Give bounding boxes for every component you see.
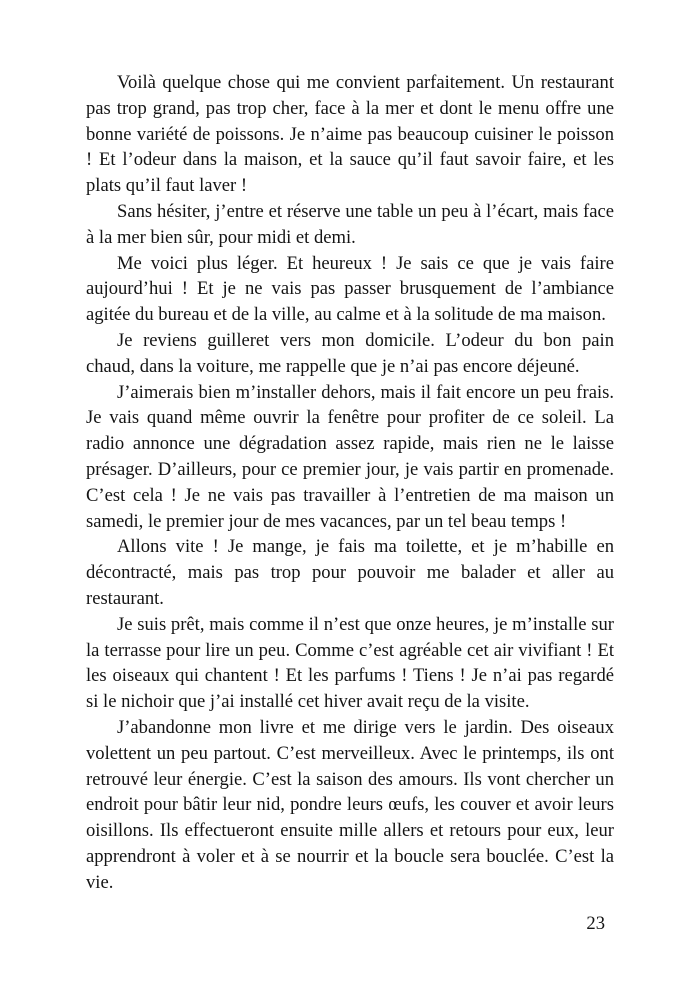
paragraph-8: J’abandonne mon livre et me dirige vers le jardin. Des oiseaux volettent un peu partout. C’est merveilleux. Avec le printemps, ils ont retrouvé leur énergie. C’est la saison des amours. Ils vont chercher un endroit pour bâtir leur nid, pondre leurs œufs, les couver et avoir leurs oisillons. Ils effectueront ensuite mille allers et retours pour eux, leur apprendront à voler et à se nourrir et la boucle sera bouclée. C’est la vie. <box>86 716 614 893</box>
paragraph-1: Voilà quelque chose qui me convient parfaitement. Un restaurant pas trop grand, pas trop cher, face à la mer et dont le menu offre une bonne variété de poissons. Je n’aime pas beaucoup cuisiner le poisson ! Et l’odeur dans la maison, et la sauce qu’il faut savoir faire, et les plats qu’il faut laver ! <box>86 72 614 197</box>
paragraph-3: Me voici plus léger. Et heureux ! Je sais ce que je vais faire aujourd’hui ! Et je ne vais pas passer brusquement de l’ambiance agitée du bureau et de la ville, au calme et à la solitude de ma maison. <box>86 252 614 326</box>
paragraph-4: Je reviens guilleret vers mon domicile. L’odeur du bon pain chaud, dans la voiture, me rappelle que je n’ai pas encore déjeuné. <box>86 329 614 377</box>
paragraph-5: J’aimerais bien m’installer dehors, mais il fait encore un peu frais. Je vais quand même ouvrir la fenêtre pour profiter de ce soleil. La radio annonce une dégradation assez rapide, mais rien ne le laisse présager. D’ailleurs, pour ce premier jour, je vais partir en promenade. C’est cela ! Je ne vais pas travailler à l’entretien de ma maison un samedi, le premier jour de mes vacances, par un tel beau temps ! <box>86 381 614 532</box>
page-body <box>86 70 614 896</box>
page-number: 23 <box>586 913 605 934</box>
paragraph-6: Allons vite ! Je mange, je fais ma toilette, et je m’habille en décontracté, mais pas trop pour pouvoir me balader et aller au restaurant. <box>86 536 614 609</box>
paragraph-7: Je suis prêt, mais comme il n’est que onze heures, je m’installe sur la terrasse pour lire un peu. Comme c’est agréable cet air vivifiant ! Et les oiseaux qui chantent ! Et les parfums ! Tiens ! Je n’ai pas regardé si le nichoir que j’ai installé cet hiver avait reçu de la visite. <box>86 613 614 713</box>
paragraph-2: Sans hésiter, j’entre et réserve une table un peu à l’écart, mais face à la mer bien sûr, pour midi et demi. <box>86 200 614 248</box>
